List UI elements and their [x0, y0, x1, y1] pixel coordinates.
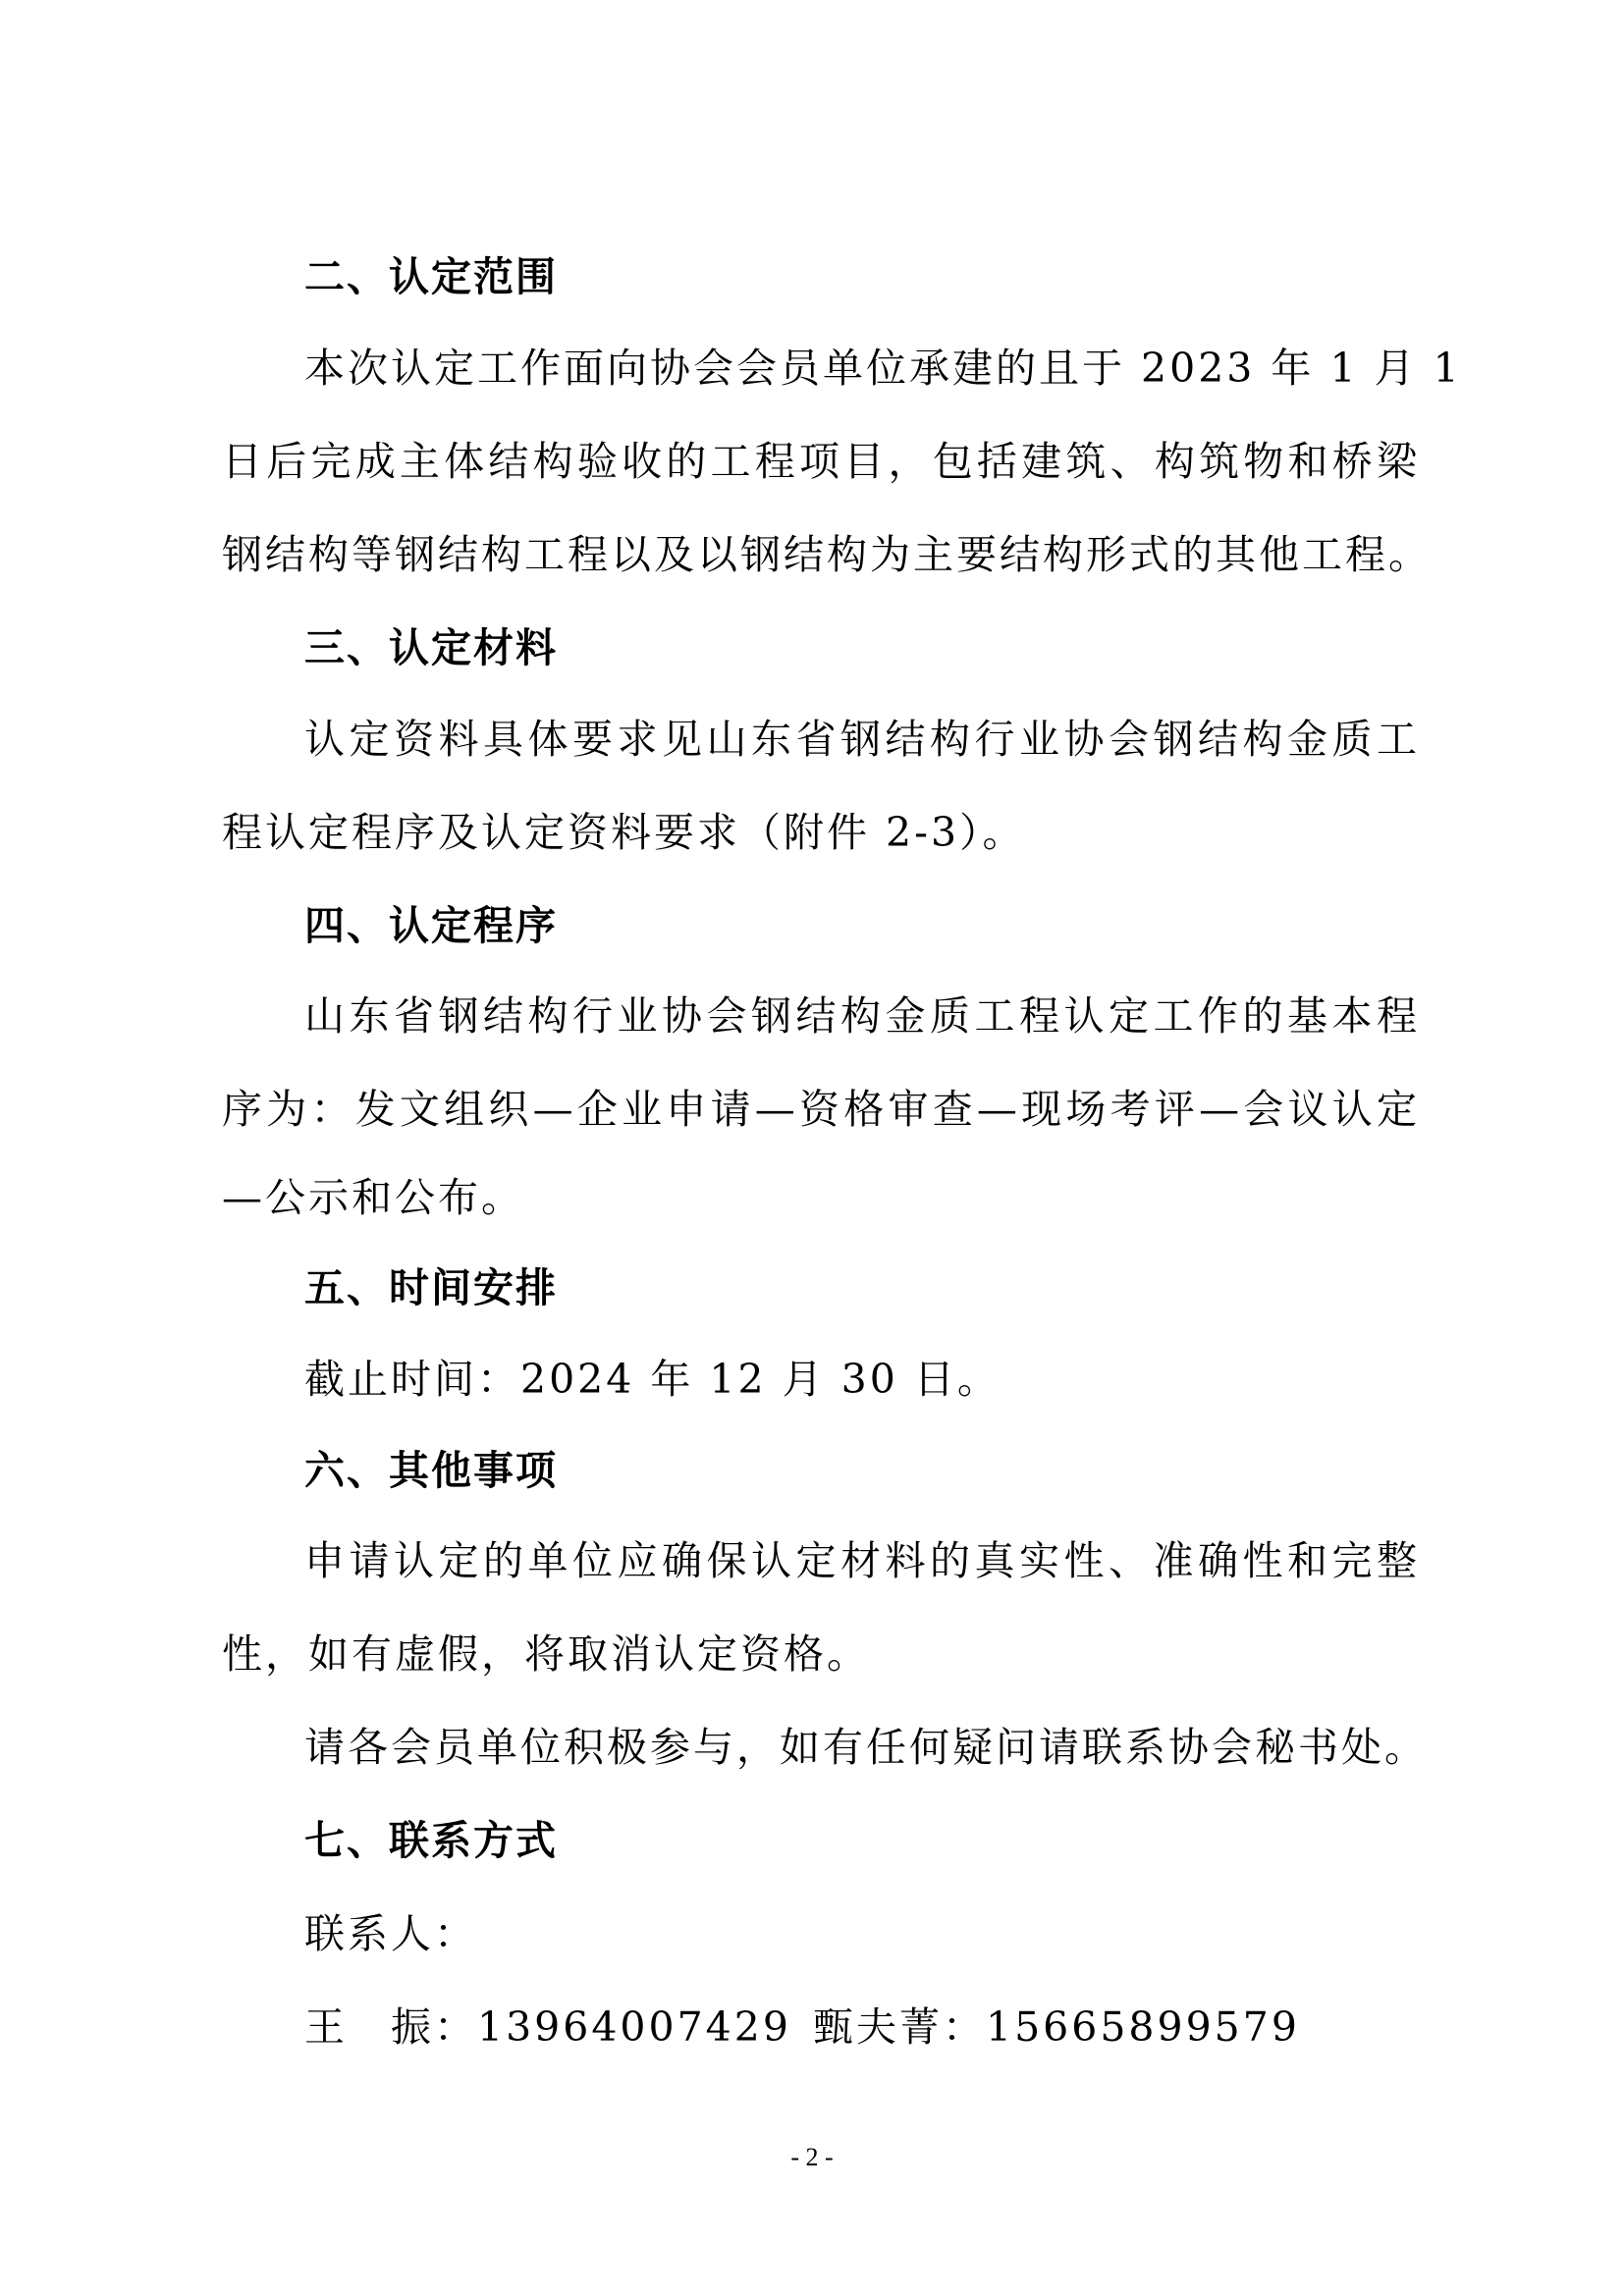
contact-label: 联系人： [304, 1910, 477, 1957]
contact-person-2-phone: 15665899579 [986, 2003, 1300, 2051]
scope-line-1: 本次认定工作面向协会会员单位承建的且于 2023 年 1 月 1 [304, 345, 1462, 392]
section-heading-scope: 二、认定范围 [304, 253, 558, 300]
contact-person-1 [304, 1998, 791, 2056]
contact-person-2 [813, 1998, 1300, 2056]
other-line-3: 请各会员单位积极参与，如有任何疑问请联系协会秘书处。 [304, 1724, 1428, 1771]
section-heading-contact: 七、联系方式 [304, 1817, 558, 1864]
procedure-line-3: —公示和公布。 [222, 1174, 524, 1221]
procedure-line-1: 山东省钢结构行业协会钢结构金质工程认定工作的基本程 [304, 992, 1420, 1040]
contact-person-1-name: 王 振： [304, 2003, 477, 2051]
schedule-line-1: 截止时间：2024 年 12 月 30 日。 [304, 1356, 1001, 1403]
procedure-line-2: 序为：发文组织—企业申请—资格审查—现场考评—会议认定 [222, 1086, 1420, 1133]
scope-line-3: 钢结构等钢结构工程以及以钢结构为主要结构形式的其他工程。 [222, 531, 1432, 578]
contact-person-1-phone: 13964007429 [477, 2003, 791, 2051]
materials-line-1: 认定资料具体要求见山东省钢结构行业协会钢结构金质工 [304, 716, 1420, 763]
other-line-1: 申请认定的单位应确保认定材料的真实性、准确性和完整 [304, 1537, 1420, 1584]
section-heading-procedure: 四、认定程序 [304, 902, 558, 949]
scope-line-2: 日后完成主体结构验收的工程项目，包括建筑、构筑物和桥梁 [222, 438, 1420, 485]
other-line-2: 性，如有虚假，将取消认定资格。 [222, 1630, 870, 1678]
section-heading-other: 六、其他事项 [304, 1447, 558, 1494]
page-number: - 2 - [790, 2143, 834, 2171]
section-heading-materials: 三、认定材料 [304, 624, 558, 671]
contact-person-2-name: 甄夫菁： [813, 2003, 986, 2051]
section-heading-schedule: 五、时间安排 [304, 1264, 558, 1311]
materials-line-2: 程认定程序及认定资料要求（附件 2-3）。 [222, 809, 1026, 856]
